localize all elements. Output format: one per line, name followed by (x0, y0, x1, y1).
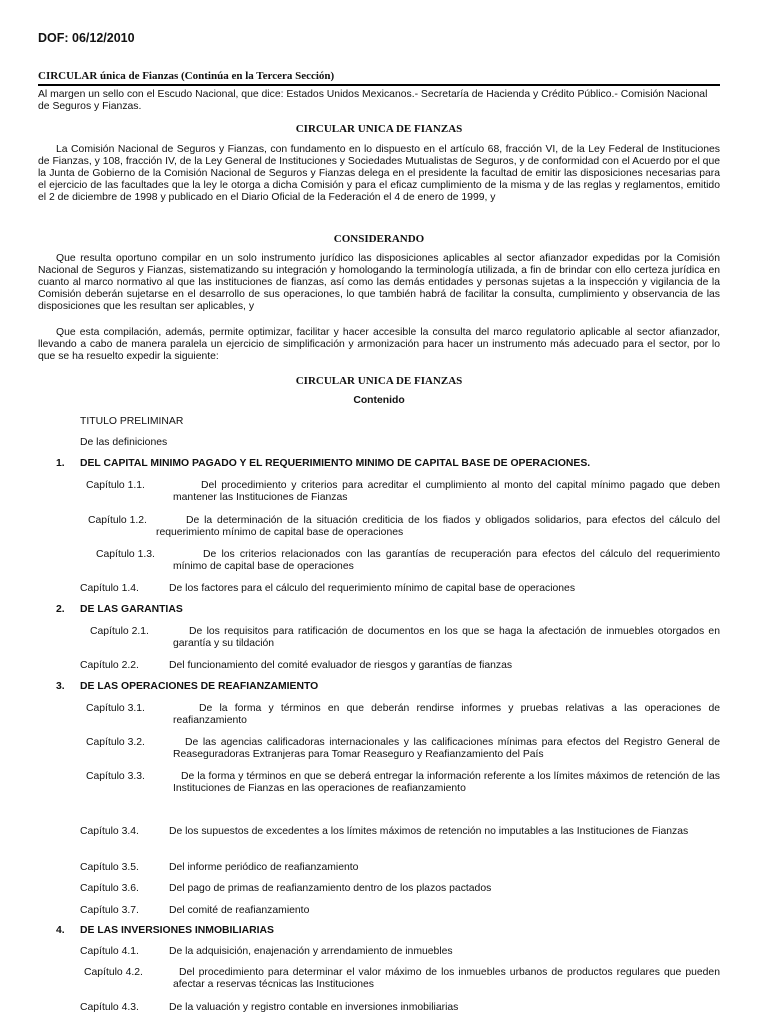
toc-chapter-text: Del procedimiento para determinar el valor máximo de los inmuebles urbanos de productos regulares que pueden afectar a reservas técnicas las Instituciones (173, 967, 720, 990)
toc-chapter-text: De los criterios relacionados con las garantías de recuperación para efectos del cálculo del requerimiento mínimo de capital base de operaciones (173, 549, 720, 572)
preamble-paragraph: La Comisión Nacional de Seguros y Fianzas, con fundamento en lo dispuesto en el artículo 68, fracción VI, de la Ley Federal de Instituciones de Fianzas, y 108, fracción IV, de la Ley General de Instituciones y Sociedades Mutualistas de Seguros, y de conformidad con el Acuerdo por el que la Junta de Gobierno de la Comisión Nacional de Seguros y Fianzas delega en el presidente la facultad de emitir las disposiciones necesarias para el ejercicio de las facultades que la ley le otorga a dicha Comisión y para el eficaz cumplimiento de la misma y de las reglas y reglamentos, emitido el 2 de diciembre de 1998 y publicado en el Diario Oficial de la Federación el 4 de enero de 1999, y (38, 144, 720, 203)
toc-chapter-text: De los requisitos para ratificación de documentos en los que se haga la afectación de inmuebles otorgados en garantía y su tildación (173, 626, 720, 649)
toc-chapter-text: De los factores para el cálculo del requerimiento mínimo de capital base de operaciones (169, 583, 576, 594)
toc-section-title: DE LAS GARANTIAS (80, 604, 183, 615)
toc-section-number: 1. (56, 458, 65, 469)
toc-section-title: DE LAS INVERSIONES INMOBILIARIAS (80, 925, 274, 936)
dof-date: DOF: 06/12/2010 (38, 31, 135, 45)
section-header: CIRCULAR única de Fianzas (Continúa en la Tercera Sección) (38, 70, 720, 86)
toc-chapter-label: Capítulo 1.3. (96, 549, 155, 560)
toc-chapter-label: Capítulo 1.2. (88, 515, 147, 526)
document-title-2: CIRCULAR UNICA DE FIANZAS (295, 375, 463, 387)
toc-chapter-text: De la forma y términos en que se deberá entregar la información referente a los límites máximos de retención de las Instituciones de Fianzas en las operaciones de reafianzamiento (173, 771, 720, 794)
toc-section-title: DE LAS OPERACIONES DE REAFIANZAMIENTO (80, 681, 319, 692)
considerando-paragraph-2: Que esta compilación, además, permite optimizar, facilitar y hacer accesible la consulta del marco regulatorio aplicable al sector afianzador, llevando a cabo de manera paralela un ejercicio de simplificación y armonización para hacer un instrumento más adecuado para el sector, por lo que se ha resuelto expedir la siguiente: (38, 327, 720, 362)
toc-chapter-text: Del informe periódico de reafianzamiento (169, 862, 359, 873)
toc-chapter-text: De la determinación de la situación crediticia de los fiados y obligados solidarios, para efectos del cálculo del requerimiento mínimo de capital base de operaciones (156, 515, 720, 538)
toc-chapter-label: Capítulo 3.7. (80, 905, 139, 916)
toc-chapter-text: De los supuestos de excedentes a los límites máximos de retención no imputables a las Instituciones de Fianzas (169, 826, 689, 837)
toc-chapter-label: Capítulo 3.5. (80, 862, 139, 873)
toc-chapter-text: Del pago de primas de reafianzamiento dentro de los plazos pactados (169, 883, 492, 894)
toc-chapter-text: Del comité de reafianzamiento (169, 905, 310, 916)
margin-note: Al margen un sello con el Escudo Nacional, que dice: Estados Unidos Mexicanos.- Secretaría de Hacienda y Crédito Público.- Comisión Nacional de Seguros y Fianzas. (38, 89, 708, 112)
toc-chapter-text: Del funcionamiento del comité evaluador de riesgos y garantías de fianzas (169, 660, 513, 671)
toc-chapter-text: De la valuación y registro contable en inversiones inmobiliarias (169, 1002, 459, 1013)
considerando-paragraph-1: Que resulta oportuno compilar en un solo instrumento jurídico las disposiciones aplicables al sector afianzador expedidas por la Comisión Nacional de Seguros y Fianzas, sistematizando su integración y homologando la terminología utilizada, a fin de brindar con ello certeza jurídica en cuanto al marco normativo al que las instituciones de fianzas, así como las demás entidades y personas sujetas a la inspección y vigilancia de la Comisión deberán sujetarse en el desarrollo de sus operaciones, lo que también habrá de facilitar la consulta, cumplimiento y observancia de las disposiciones que les resultan ser aplicables, y (38, 253, 720, 312)
toc-chapter-text: De la forma y términos en que deberán rendirse informes y pruebas relativas a las operaciones de reafianzamiento (173, 703, 720, 726)
toc-chapter-label: Capítulo 4.1. (80, 946, 139, 957)
toc-chapter-label: Capítulo 3.1. (86, 703, 145, 714)
toc-chapter-label: Capítulo 3.2. (86, 737, 145, 748)
toc-chapter-label: Capítulo 4.2. (84, 967, 143, 978)
toc-section-number: 2. (56, 604, 65, 615)
toc-chapter-label: Capítulo 2.1. (90, 626, 149, 637)
document-title: CIRCULAR UNICA DE FIANZAS (295, 123, 463, 135)
titulo-preliminar: TITULO PRELIMINAR (80, 416, 184, 427)
toc-chapter-label: Capítulo 4.3. (80, 1002, 139, 1013)
toc-definitions: De las definiciones (80, 437, 168, 448)
toc-chapter-label: Capítulo 3.6. (80, 883, 139, 894)
toc-chapter-label: Capítulo 1.1. (86, 480, 145, 491)
toc-chapter-text: De la adquisición, enajenación y arrendamiento de inmuebles (169, 946, 453, 957)
toc-chapter-label: Capítulo 2.2. (80, 660, 139, 671)
toc-chapter-text: Del procedimiento y criterios para acreditar el cumplimiento al monto del capital mínimo pagado que deben mantener las Instituciones de Fianzas (173, 480, 720, 503)
contenido-heading: Contenido (353, 395, 405, 406)
toc-section-number: 3. (56, 681, 65, 692)
toc-section-title: DEL CAPITAL MINIMO PAGADO Y EL REQUERIMIENTO MINIMO DE CAPITAL BASE DE OPERACIONES. (80, 458, 591, 469)
considerando-heading: CONSIDERANDO (333, 233, 425, 245)
toc-chapter-label: Capítulo 3.3. (86, 771, 145, 782)
toc-chapter-text: De las agencias calificadoras internacionales y las calificaciones mínimas para efectos del Registro General de Reaseguradoras Extranjeras para Tomar Reaseguro y Reafianzamiento del País (173, 737, 720, 760)
toc-section-number: 4. (56, 925, 65, 936)
toc-chapter-label: Capítulo 1.4. (80, 583, 139, 594)
toc-chapter-label: Capítulo 3.4. (80, 826, 139, 837)
